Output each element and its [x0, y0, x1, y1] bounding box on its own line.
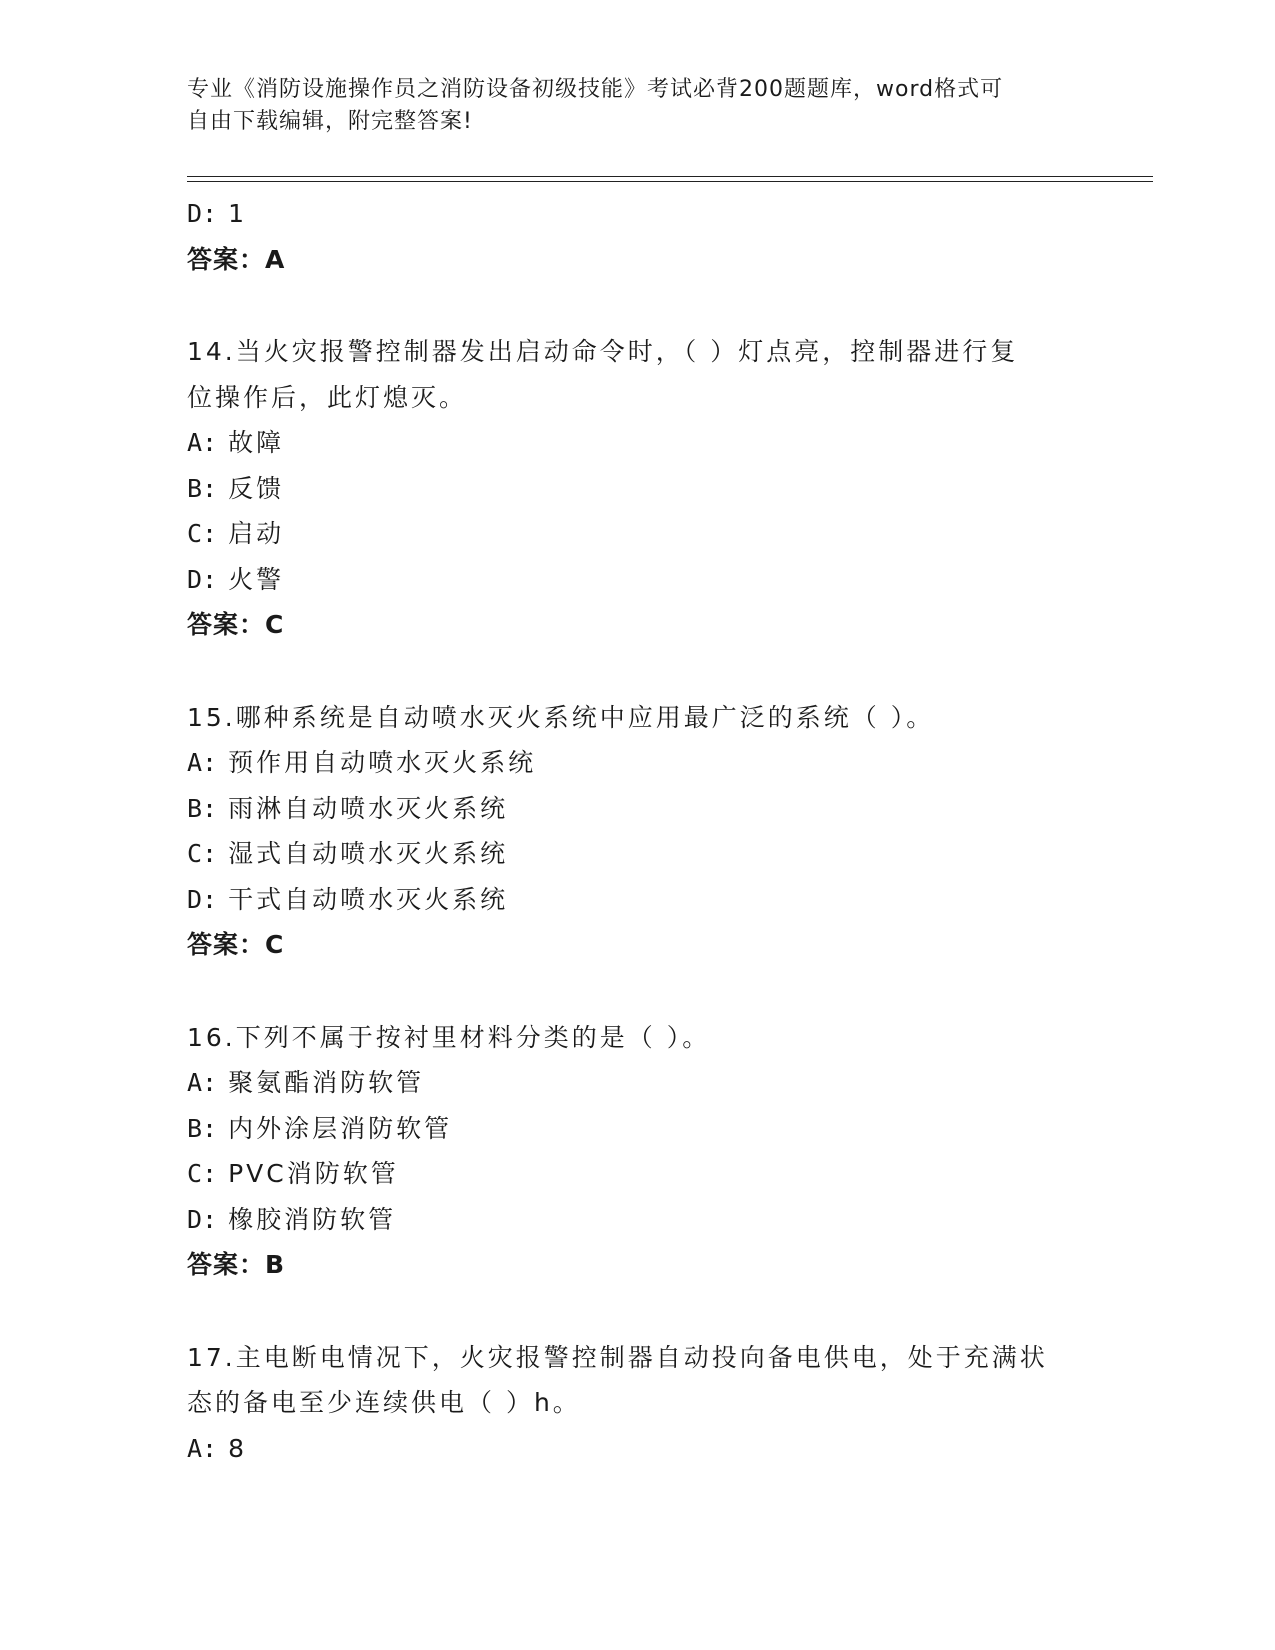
- option-text: 内外涂层消防软管: [228, 1113, 453, 1143]
- option-c: [187, 1151, 1067, 1197]
- option-text: 橡胶消防软管: [228, 1204, 397, 1234]
- option-a: [187, 420, 1067, 466]
- option-label: A:: [187, 428, 218, 457]
- header-line-2: 自由下载编辑，附完整答案!: [187, 109, 473, 134]
- option-text: 反馈: [228, 473, 285, 503]
- question-list: [187, 191, 1067, 1471]
- answer: 答案：C: [187, 610, 285, 639]
- header-rule-top: [187, 176, 1153, 177]
- spacer: [187, 282, 1067, 329]
- header-line-1: 专业《消防设施操作员之消防设备初级技能》考试必背200题题库，word格式可: [187, 77, 1004, 102]
- option-text: 干式自动喷水灭火系统: [228, 884, 509, 914]
- option-label: D:: [187, 1204, 218, 1234]
- option-text: 火警: [228, 564, 285, 594]
- prev-option-d: [187, 191, 1067, 237]
- option-label: B:: [187, 793, 218, 823]
- option-a: [187, 1060, 1067, 1106]
- option-text: 雨淋自动喷水灭火系统: [228, 793, 509, 823]
- option-label: D:: [187, 564, 218, 594]
- option-text: 故障: [228, 428, 285, 457]
- option-b: [187, 786, 1067, 832]
- option-label: C:: [187, 519, 218, 548]
- option-text: 8: [228, 1433, 247, 1463]
- document-header: [187, 74, 1067, 138]
- question-text-line-1: 16.下列不属于按衬里材料分类的是（ ）。: [187, 1022, 711, 1052]
- option-a: [187, 740, 1067, 786]
- option-b: [187, 466, 1067, 512]
- option-d: [187, 877, 1067, 923]
- answer: 答案：C: [187, 930, 285, 959]
- question-14: [187, 329, 1067, 648]
- answer: 答案：B: [187, 1250, 286, 1279]
- question-text-line-2: 位操作后，此灯熄灭。: [187, 382, 468, 412]
- option-b: [187, 1106, 1067, 1152]
- option-label: A:: [187, 1433, 218, 1463]
- spacer: [187, 968, 1067, 1015]
- question-text-line-2: 态的备电至少连续供电（ ）h。: [187, 1388, 581, 1417]
- option-label: B:: [187, 473, 218, 503]
- option-label: C:: [187, 839, 218, 868]
- option-label: D:: [187, 884, 218, 914]
- option-text: 1: [228, 199, 247, 228]
- question-16: [187, 1015, 1067, 1288]
- question-text-line-1: 14.当火灾报警控制器发出启动命令时，（ ）灯点亮，控制器进行复: [187, 337, 1019, 366]
- header-rule-bottom: [187, 181, 1153, 182]
- option-label: A:: [187, 1068, 218, 1097]
- option-c: [187, 831, 1067, 877]
- question-15: [187, 695, 1067, 968]
- option-label: A:: [187, 748, 218, 777]
- spacer: [187, 1288, 1067, 1335]
- option-a: [187, 1426, 1067, 1472]
- question-text-line-1: 15.哪种系统是自动喷水灭火系统中应用最广泛的系统（ ）。: [187, 702, 935, 732]
- option-text: 启动: [228, 519, 285, 548]
- option-d: [187, 1197, 1067, 1243]
- option-d: [187, 557, 1067, 603]
- option-c: [187, 511, 1067, 557]
- option-text: 预作用自动喷水灭火系统: [228, 748, 537, 777]
- option-label: B:: [187, 1113, 218, 1143]
- option-label: C:: [187, 1159, 218, 1188]
- option-text: PVC消防软管: [228, 1159, 399, 1188]
- question-text-line-1: 17.主电断电情况下，火灾报警控制器自动投向备电供电，处于充满状: [187, 1342, 1048, 1372]
- prev-answer: 答案：A: [187, 244, 286, 274]
- option-label: D:: [187, 199, 218, 228]
- question-17: [187, 1335, 1067, 1472]
- option-text: 聚氨酯消防软管: [228, 1068, 425, 1097]
- spacer: [187, 648, 1067, 695]
- option-text: 湿式自动喷水灭火系统: [228, 839, 509, 868]
